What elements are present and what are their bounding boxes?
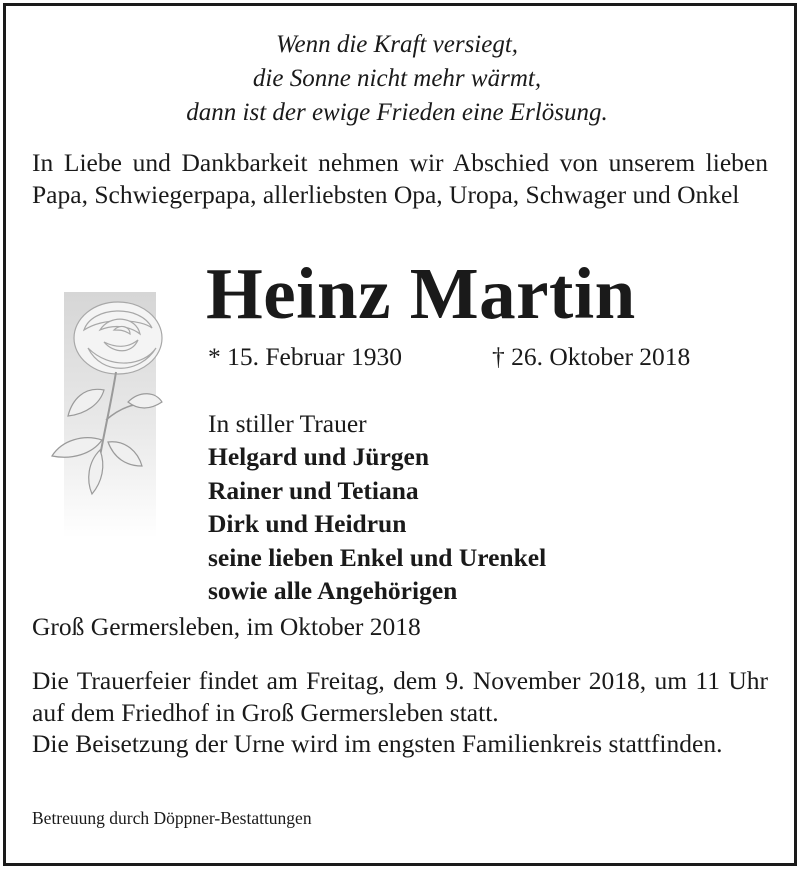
poem-line: die Sonne nicht mehr wärmt, <box>252 65 542 92</box>
funeral-home-credit: Betreuung durch Döppner-Bestattungen <box>32 808 312 828</box>
mourner-name: Rainer und Tetiana <box>208 475 419 505</box>
poem <box>0 28 794 130</box>
birth-date: * 15. Februar 1930 <box>208 342 403 371</box>
mourners-list <box>208 407 546 607</box>
place-date: Groß Germersleben, im Oktober 2018 <box>32 612 421 641</box>
mourner-name: sowie alle Angehörigen <box>208 576 458 606</box>
poem-line: dann ist der ewige Frieden eine Erlösung. <box>186 99 608 126</box>
mourner-name: Dirk und Heidrun <box>208 509 407 539</box>
mourners-heading: In stiller Trauer <box>208 409 367 438</box>
rose-icon <box>44 290 164 540</box>
death-date: † 26. Oktober 2018 <box>492 342 691 371</box>
burial-text: Die Beisetzung der Urne wird im engsten Familienkreis stattfinden. <box>32 729 723 758</box>
funeral-info <box>32 665 768 760</box>
mourner-name: Helgard und Jürgen <box>208 442 430 472</box>
deceased-name: Heinz Martin <box>206 253 636 334</box>
poem-line: Wenn die Kraft versiegt, <box>275 31 519 58</box>
ceremony-text: Die Trauerfeier findet am Freitag, dem 9. November 2018, um 11 Uhr auf dem Friedhof in Groß Germersleben statt. <box>32 666 768 727</box>
intro-text: In Liebe und Dankbarkeit nehmen wir Abschied von unserem lieben Papa, Schwiegerpapa, allerliebsten Opa, Uropa, Schwager und Onkel <box>32 148 768 209</box>
mourner-name: seine lieben Enkel und Urenkel <box>208 542 547 572</box>
